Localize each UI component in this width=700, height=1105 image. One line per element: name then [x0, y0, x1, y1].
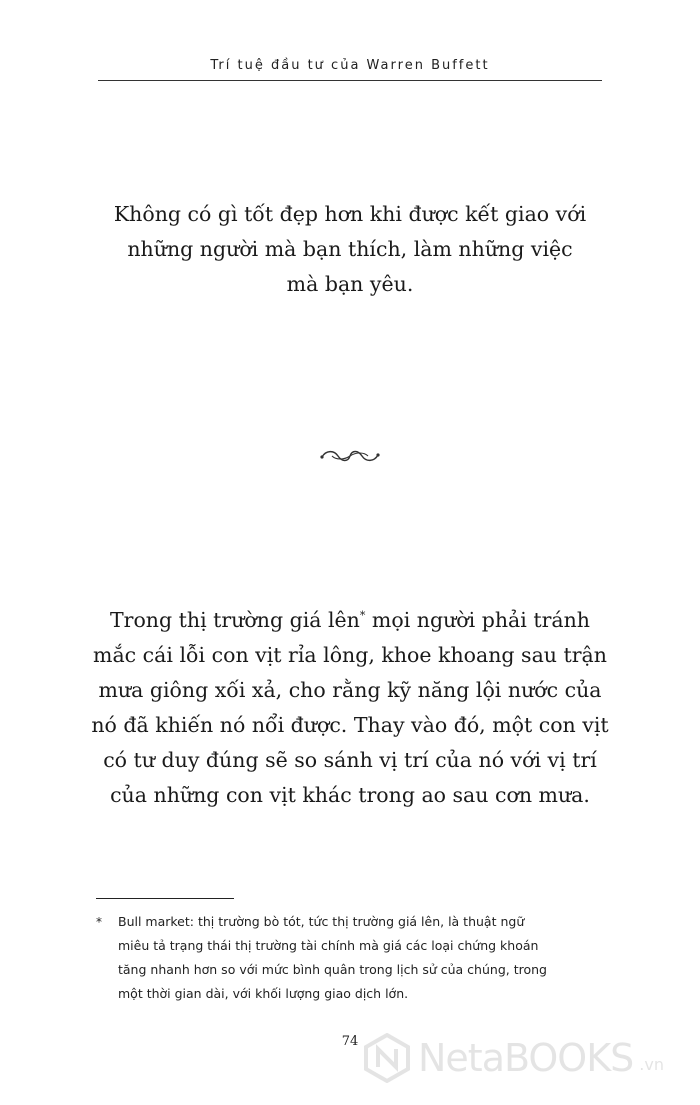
footnote-reference-mark: * [359, 609, 366, 623]
quote-2 [86, 603, 614, 813]
running-header: Trí tuệ đầu tư của Warren Buffett [210, 58, 490, 73]
quote-2-line [86, 603, 614, 638]
netabooks-logo-icon [362, 1033, 412, 1083]
quote-1 [90, 197, 610, 302]
footnote-line: tăng nhanh hơn so với mức bình quân trong lịch sử của chúng, trong [118, 962, 547, 977]
quote-2-line: có tư duy đúng sẽ so sánh vị trí của nó với vị trí [103, 748, 597, 772]
page-number: 74 [341, 1034, 359, 1049]
header-rule [98, 80, 602, 81]
quote-2-line-start: Trong thị trường giá lên [109, 608, 360, 632]
footnote-line: Bull market: thị trường bò tót, tức thị trường giá lên, là thuật ngữ [118, 914, 525, 929]
quote-2-line: của những con vịt khác trong ao sau cơn mưa. [110, 783, 590, 807]
quote-1-line: mà bạn yêu. [286, 272, 414, 296]
footnote-line: miêu tả trạng thái thị trường tài chính mà giá các loại chứng khoán [118, 938, 539, 953]
quote-2-line-end: mọi người phải tránh [365, 608, 590, 632]
footnote-mark: * [96, 915, 102, 929]
footnote-line: một thời gian dài, với khối lượng giao dịch lớn. [118, 986, 409, 1001]
quote-1-line: Không có gì tốt đẹp hơn khi được kết giao với [113, 202, 587, 226]
quote-2-line: mưa giông xối xả, cho rằng kỹ năng lội nước của [98, 678, 602, 702]
watermark [362, 1030, 692, 1086]
footnote [96, 910, 616, 1006]
quote-2-line: mắc cái lỗi con vịt rỉa lông, khoe khoang sau trận [93, 643, 607, 667]
watermark-suffix: .vn [639, 1055, 664, 1074]
footnote-rule [96, 898, 234, 899]
watermark-brand: NetaBOOKS [418, 1036, 634, 1080]
quote-1-line: những người mà bạn thích, làm những việc [127, 237, 573, 261]
fleuron-ornament-icon [318, 446, 382, 466]
quote-2-line: nó đã khiến nó nổi được. Thay vào đó, một con vịt [91, 713, 609, 737]
